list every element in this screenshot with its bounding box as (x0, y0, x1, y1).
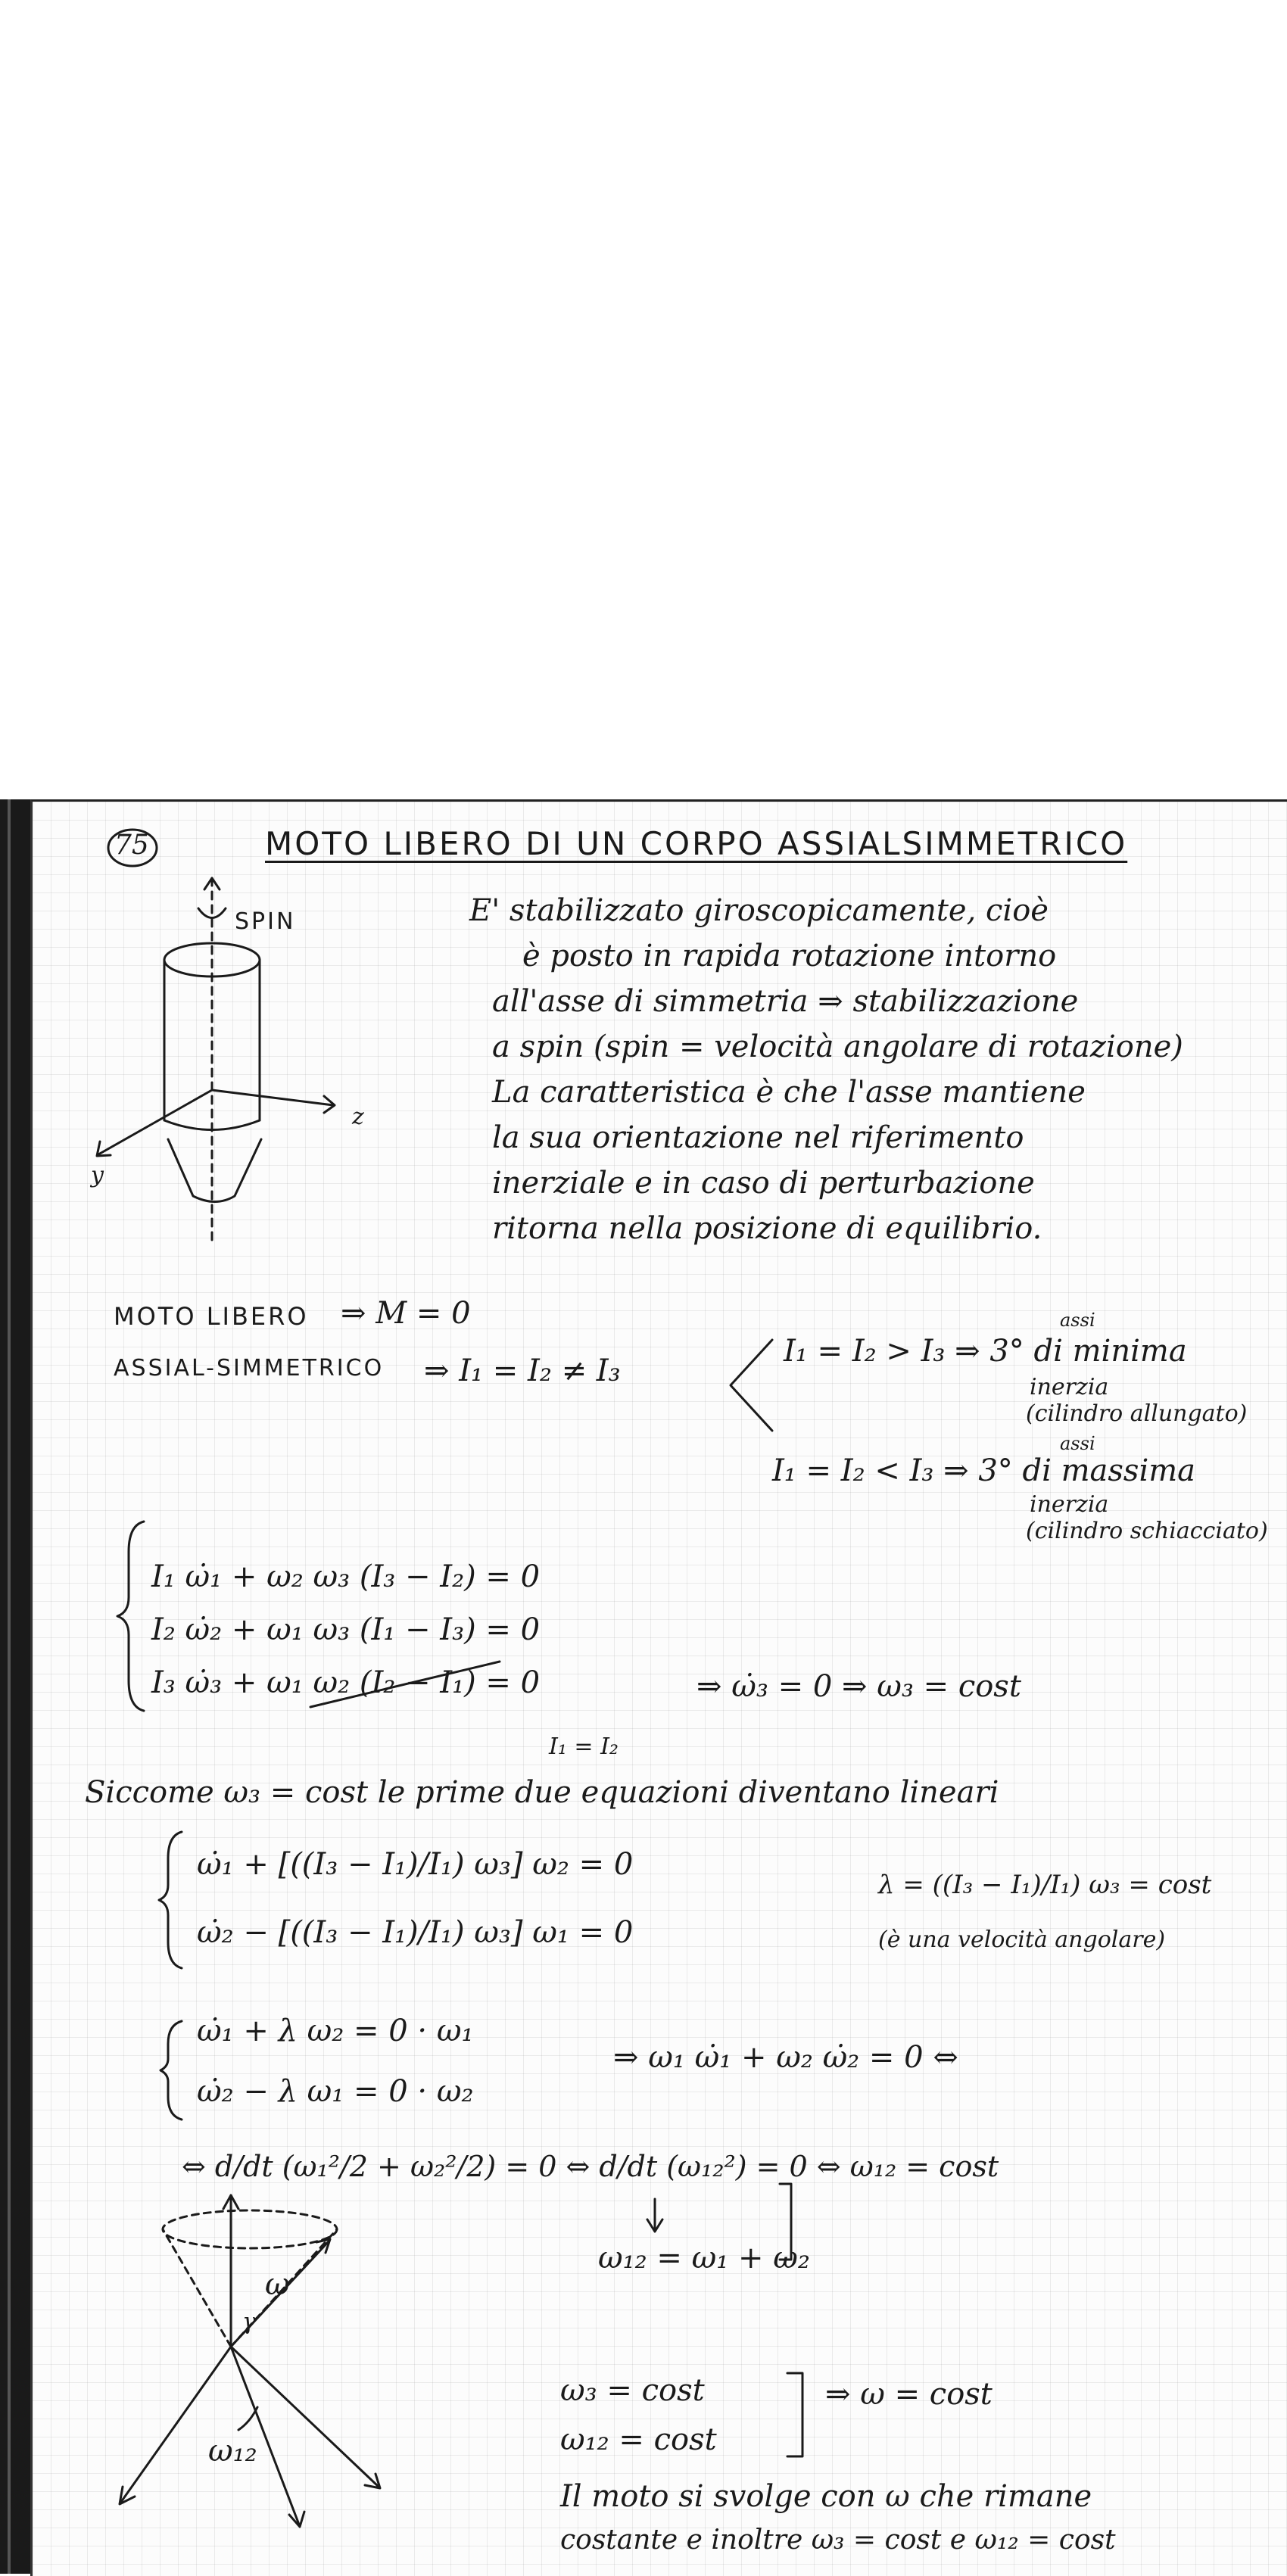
branch2-sup: assi (1060, 1433, 1095, 1454)
final-line: Il moto si svolge con ω che rimane (560, 2479, 1092, 2514)
euler-note: I₁ = I₂ (549, 1733, 619, 1760)
nozzle (168, 1139, 261, 1202)
intro-line: La caratteristica è che l'asse mantiene (492, 1075, 1086, 1110)
assial-label: ASSIAL-SIMMETRICO (114, 1355, 385, 1381)
intro-line: E' stabilizzato giroscopicamente, cioè (469, 893, 1049, 928)
euler-brace (117, 1522, 144, 1711)
linear-eq: ω̇₁ + [((I₃ − I₁)/I₁) ω₃] ω₂ = 0 (197, 1847, 634, 1882)
lambda-eq: ω̇₂ − λ ω₁ = 0 · ω₂ (197, 2074, 474, 2109)
assial-eq: ⇒ I₁ = I₂ ≠ I₃ (424, 1353, 621, 1388)
branch1-note: (cilindro allungato) (1026, 1400, 1248, 1427)
branch1: I₁ = I₂ > I₃ ⇒ 3° di minima (784, 1334, 1187, 1369)
intro-line: inerziale e in caso di perturbazione (492, 1166, 1035, 1201)
conclusion-result: ⇒ ω = cost (825, 2377, 993, 2412)
linear-brace (159, 1832, 182, 1968)
conclusion-eq: ω₁₂ = cost (560, 2422, 717, 2457)
intro-line: a spin (spin = velocità angolare di rotazione) (492, 1029, 1183, 1064)
y-label: y (91, 1162, 104, 1188)
lambda-result: ⇒ ω₁ ω̇₁ + ω₂ ω̇₂ = 0 ⇔ (613, 2040, 958, 2075)
branch2: I₁ = I₂ < I₃ ⇒ 3° di massima (772, 1453, 1196, 1488)
branch2-note: inerzia (1030, 1491, 1109, 1518)
cone-diagram (120, 2195, 380, 2527)
linear-eq: ω̇₂ − [((I₃ − I₁)/I₁) ω₃] ω₁ = 0 (197, 1915, 634, 1950)
branch-bracket (731, 1340, 772, 1431)
z-label: z (352, 1104, 364, 1130)
moto-libero-eq: ⇒ M = 0 (341, 1296, 471, 1331)
intro-line: è posto in rapida rotazione intorno (522, 939, 1057, 973)
omega12-label: ω₁₂ (208, 2434, 257, 2469)
omega-label: ω (265, 2267, 290, 2302)
lambda-eq: ω̇₁ + λ ω₂ = 0 · ω₁ (197, 2014, 474, 2048)
lambda-brace (160, 2021, 182, 2120)
page-title: MOTO LIBERO DI UN CORPO ASSIALSIMMETRICO (265, 825, 1128, 862)
omega12-definition: ω₁₂ = ω₁ + ω₂ (598, 2241, 810, 2275)
siccome-line: Siccome ω₃ = cost le prime due equazioni diventano lineari (85, 1775, 999, 1810)
euler-eq: I₂ ω̇₂ + ω₁ ω₃ (I₁ − I₃) = 0 (151, 1612, 541, 1647)
lambda-definition: λ = ((I₃ − I₁)/I₁) ω₃ = cost (878, 1870, 1212, 1900)
intro-line: all'asse di simmetria ⇒ stabilizzazione (492, 984, 1079, 1019)
moto-libero-label: MOTO LIBERO (114, 1302, 309, 1331)
lambda-note: (è una velocità angolare) (878, 1927, 1166, 1953)
y-axis (98, 1090, 212, 1154)
spin-label: SPIN (235, 908, 296, 935)
z-axis (212, 1090, 333, 1105)
branch1-note: inerzia (1030, 1374, 1109, 1400)
final-line: costante e inoltre ω₃ = cost e ω₁₂ = cost (560, 2525, 1116, 2556)
euler-eq: I₁ ω̇₁ + ω₂ ω₃ (I₃ − I₂) = 0 (151, 1559, 541, 1594)
cylinder-diagram (97, 878, 335, 1241)
conclusion-eq: ω₃ = cost (560, 2373, 705, 2408)
branch1-sup: assi (1060, 1310, 1095, 1331)
intro-line: la sua orientazione nel riferimento (492, 1120, 1024, 1155)
gamma-label: γ (242, 2309, 256, 2335)
derivative-line: ⇔ d/dt (ω₁²/2 + ω₂²/2) = 0 ⇔ d/dt (ω₁₂²) = 0 ⇔ ω₁₂ = cost (182, 2150, 999, 2183)
page-number: 75 (114, 830, 149, 861)
euler-result: ⇒ ω̇₃ = 0 ⇒ ω₃ = cost (696, 1669, 1021, 1704)
intro-line: ritorna nella posizione di equilibrio. (492, 1211, 1042, 1246)
euler-eq: I₃ ω̇₃ + ω₁ ω₂ (I₂ − I₁) = 0 (151, 1665, 541, 1700)
branch2-note: (cilindro schiacciato) (1026, 1518, 1268, 1544)
